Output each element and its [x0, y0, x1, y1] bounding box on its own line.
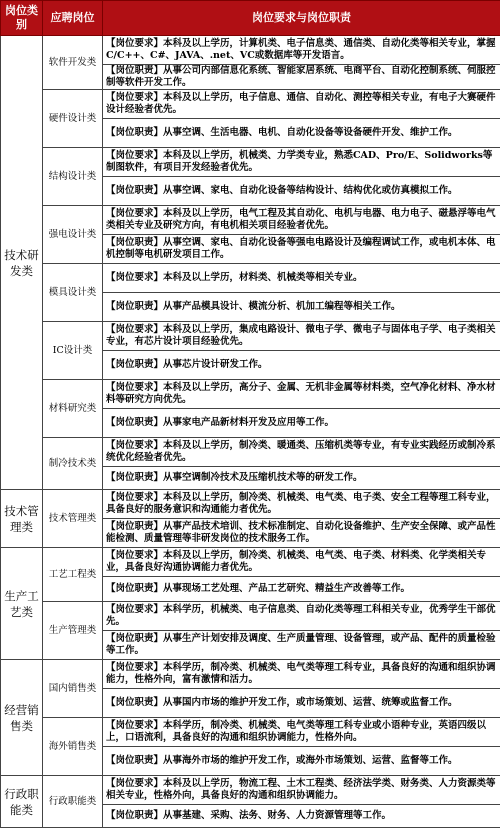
requirement-cell: 【岗位要求】本科及以上学历，电气工程及其自动化、电机与电器、电力电子、磁悬浮等电气类相关专业及研究方向，有电机相关项目经验者优先。: [103, 206, 500, 235]
duty-cell: 【岗位职责】从事空调、家电、自动化设备等结构设计、结构优化或仿真模拟工作。: [103, 177, 500, 206]
duty-cell: 【岗位职责】从事国内市场的维护开发工作，或市场策划、运营、统筹或监督工作。: [103, 689, 500, 718]
duty-cell: 【岗位职责】从事现场工艺处理、产品工艺研究、精益生产改善等工作。: [103, 577, 500, 602]
table-row: [1, 776, 500, 805]
table-row: [1, 602, 500, 631]
duty-cell: 【岗位职责】从事海外市场的维护开发工作，或海外市场策划、运营、监督等工作。: [103, 747, 500, 776]
category-cell: 生产工艺类: [1, 548, 43, 660]
requirement-cell: 【岗位要求】本科及以上学历，机械类、力学类专业，熟悉CAD、Pro/E、Solidworks等制图软件，有项目开发经验者优先。: [103, 148, 500, 177]
table-header-row: [1, 1, 500, 36]
table-row: [1, 206, 500, 235]
position-cell: 海外销售类: [43, 718, 103, 776]
position-cell: 制冷技术类: [43, 438, 103, 490]
header-category: 岗位类别: [1, 1, 43, 36]
requirement-cell: 【岗位要求】本科及以上学历，电子信息、通信、自动化、测控等相关专业，有电子大赛硬件设计经验者优先。: [103, 90, 500, 119]
requirement-cell: 【岗位要求】本科及以上学历，材料类、机械类等相关专业。: [103, 264, 500, 293]
position-cell: 模具设计类: [43, 264, 103, 322]
duty-cell: 【岗位职责】从事基建、采购、法务、财务、人力资源管理等工作。: [103, 805, 500, 828]
position-cell: 行政职能类: [43, 776, 103, 828]
duty-cell: 【岗位职责】从事公司内部信息化系统、智能家居系统、电商平台、自动化控制系统、伺服控制等软件开发工作。: [103, 65, 500, 90]
requirement-cell: 【岗位要求】本科及以上学历，物流工程、土木工程类、经济法学类、财务类、人力资源类等相关专业，性格外向，具备良好的沟通和组织协调能力。: [103, 776, 500, 805]
requirement-cell: 【岗位要求】本科及以上学历，集成电路设计、微电子学、微电子与固体电子学、电子类相关专业，有芯片设计项目经验优先。: [103, 322, 500, 351]
table-row: [1, 660, 500, 689]
requirement-cell: 【岗位要求】本科及以上学历，计算机类、电子信息类、通信类、自动化类等相关专业，掌握C/C++、C#、JAVA、.net、VC或数据库等开发语言。: [103, 36, 500, 65]
table-row: [1, 90, 500, 119]
duty-cell: 【岗位职责】从事空调、生活电器、电机、自动化设备等设备硬件开发、维护工作。: [103, 119, 500, 148]
category-cell: 技术管理类: [1, 490, 43, 548]
position-cell: 生产管理类: [43, 602, 103, 660]
position-cell: 技术管理类: [43, 490, 103, 548]
requirement-cell: 【岗位要求】本科及以上学历，制冷类、暖通类、压缩机类等专业，有专业实践经历或制冷系统优化经验者优先。: [103, 438, 500, 467]
category-cell: 技术研发类: [1, 36, 43, 490]
requirement-cell: 【岗位要求】本科学历，制冷类、机械类、电气类等理工科专业，具备良好的沟通和组织协调能力，性格外向，富有激情和活力。: [103, 660, 500, 689]
header-requirements: 岗位要求与岗位职责: [103, 1, 500, 36]
duty-cell: 【岗位职责】从事产品技术培训、技术标准制定、自动化设备维护、生产安全保障、或产品性能检测、质量管理等非研发岗位的技术服务工作。: [103, 519, 500, 548]
table-row: [1, 438, 500, 467]
requirement-cell: 【岗位要求】本科学历，机械类、电子信息类、自动化类等理工科相关专业，优秀学生干部优先。: [103, 602, 500, 631]
table-row: [1, 322, 500, 351]
requirement-cell: 【岗位要求】本科及以上学历，制冷类、机械类、电气类、电子类、安全工程等理工科专业，具备良好的服务意识和沟通能力者优先。: [103, 490, 500, 519]
category-cell: 经营销售类: [1, 660, 43, 776]
table-row: [1, 380, 500, 409]
position-cell: 工艺工程类: [43, 548, 103, 602]
position-cell: IC设计类: [43, 322, 103, 380]
duty-cell: 【岗位职责】从事产品模具设计、模流分析、机加工编程等相关工作。: [103, 293, 500, 322]
table-row: [1, 148, 500, 177]
position-cell: 硬件设计类: [43, 90, 103, 148]
duty-cell: 【岗位职责】从事芯片设计研发工作。: [103, 351, 500, 380]
table-row: [1, 264, 500, 293]
position-cell: 结构设计类: [43, 148, 103, 206]
duty-cell: 【岗位职责】从事空调、家电、自动化设备等强电电路设计及编程调试工作，或电机本体、电机控制等电机研发项目工作。: [103, 235, 500, 264]
table-row: [1, 548, 500, 577]
duty-cell: 【岗位职责】从事家电产品新材料开发及应用等工作。: [103, 409, 500, 438]
header-position: 应聘岗位: [43, 1, 103, 36]
category-cell: 行政职能类: [1, 776, 43, 828]
requirement-cell: 【岗位要求】本科及以上学历，制冷类、机械类、电气类、电子类、材料类、化学类相关专业，具备良好沟通协调能力者优先。: [103, 548, 500, 577]
table-row: [1, 36, 500, 65]
position-cell: 国内销售类: [43, 660, 103, 718]
position-cell: 材料研究类: [43, 380, 103, 438]
requirement-cell: 【岗位要求】本科学历，制冷类、机械类、电气类等理工科专业或小语种专业，英语四级以上，口语流利，具备良好的沟通和组织协调能力，性格外向。: [103, 718, 500, 747]
requirement-cell: 【岗位要求】本科及以上学历，高分子、金属、无机非金属等材料类，空气净化材料、净水材料等研究方向优先。: [103, 380, 500, 409]
duty-cell: 【岗位职责】从事生产计划安排及调度、生产质量管理、设备管理，或产品、配件的质量检验等工作。: [103, 631, 500, 660]
position-cell: 强电设计类: [43, 206, 103, 264]
table-row: [1, 718, 500, 747]
table-row: [1, 490, 500, 519]
position-cell: 软件开发类: [43, 36, 103, 90]
duty-cell: 【岗位职责】从事空调制冷技术及压缩机技术等的研发工作。: [103, 467, 500, 490]
